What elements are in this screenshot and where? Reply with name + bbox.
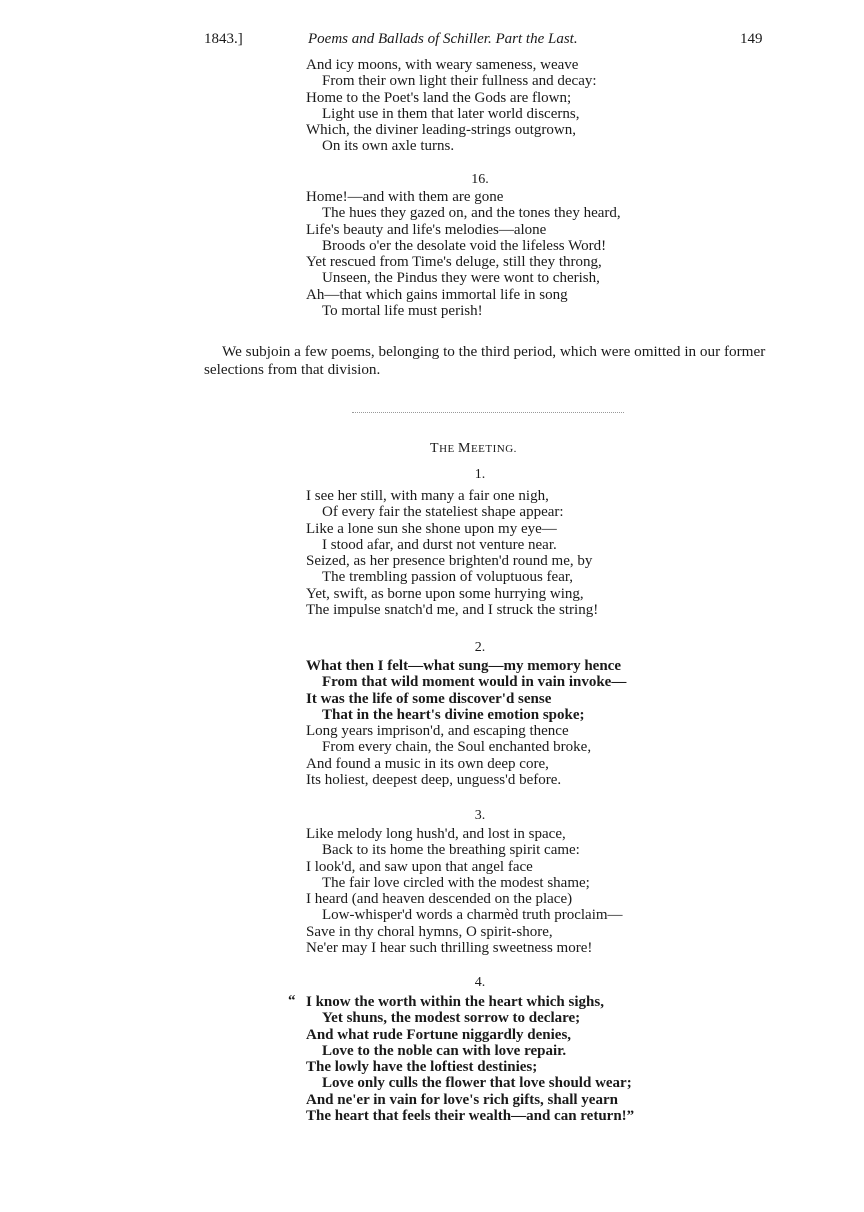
stanza-2 <box>306 658 726 788</box>
running-header <box>0 31 864 53</box>
stanza-1 <box>306 488 726 618</box>
verse-line: On its own axle turns. <box>322 138 455 155</box>
verse-line: The heart that feels their wealth—and can return!” <box>306 1108 635 1125</box>
verse-line: I see her still, with many a fair one nigh, <box>306 488 549 504</box>
stanza-number: 16. <box>471 172 489 187</box>
verse-line: Long years imprison'd, and escaping thence <box>306 723 569 740</box>
verse-line: I know the worth within the heart which sighs, <box>306 994 604 1010</box>
verse-line: Unseen, the Pindus they were wont to cherish, <box>322 270 600 287</box>
verse-line: Its holiest, deepest deep, unguess'd before. <box>306 772 562 789</box>
verse-line: The trembling passion of voluptuous fear, <box>322 569 574 586</box>
verse-line: What then I felt—what sung—my memory hence <box>306 658 621 674</box>
stanza-number: 4. <box>474 975 486 990</box>
stanza-number: 3. <box>474 808 486 823</box>
stanza-15-continuation <box>306 57 726 155</box>
verse-line: And icy moons, with weary sameness, weave <box>306 57 579 73</box>
verse-line: Broods o'er the desolate void the lifeless Word! <box>322 237 607 254</box>
verse-line: Yet rescued from Time's deluge, still they throng, <box>306 254 602 271</box>
verse-line: The fair love circled with the modest shame; <box>322 874 590 891</box>
verse-line: Save in thy choral hymns, O spirit-shore, <box>306 923 553 940</box>
verse-line: I heard (and heaven descended on the place) <box>306 891 573 908</box>
verse-line: It was the life of some discover'd sense <box>306 690 552 707</box>
verse-line: Yet, swift, as borne upon some hurrying wing, <box>306 585 584 602</box>
stanza-4 <box>306 994 726 1124</box>
opening-quote: “ <box>288 993 296 1009</box>
stanza-number: 2. <box>474 640 486 655</box>
verse-line: And what rude Fortune niggardly denies, <box>306 1026 572 1043</box>
section-divider <box>352 412 624 413</box>
verse-line: Like melody long hush'd, and lost in space, <box>306 826 566 842</box>
prose-text: We subjoin a few poems, belonging to the third period, which were omitted in our former selections from that division. <box>204 343 766 378</box>
verse-line: Which, the diviner leading-strings outgrown, <box>306 122 576 139</box>
verse-line: Home to the Poet's land the Gods are flown; <box>306 89 572 106</box>
verse-line: Yet shuns, the modest sorrow to declare; <box>322 1010 581 1027</box>
verse-line: To mortal life must perish! <box>322 303 483 320</box>
verse-line: Of every fair the stateliest shape appear: <box>322 504 564 521</box>
verse-line: Life's beauty and life's melodies—alone <box>306 221 547 238</box>
prose-paragraph <box>204 343 779 379</box>
header-title: Poems and Ballads of Schiller. Part the Last. <box>308 31 578 47</box>
verse-line: The impulse snatch'd me, and I struck the string! <box>306 602 599 619</box>
verse-line: The lowly have the loftiest destinies; <box>306 1059 538 1076</box>
verse-line: Like a lone sun she shone upon my eye— <box>306 520 557 537</box>
verse-line: That in the heart's divine emotion spoke; <box>322 706 585 723</box>
verse-line: And ne'er in vain for love's rich gifts, shall yearn <box>306 1091 618 1108</box>
verse-line: I stood afar, and durst not venture near. <box>322 536 557 553</box>
poem-title: THE MEETING. <box>430 441 517 456</box>
verse-line: Home!—and with them are gone <box>306 189 504 205</box>
verse-line: I look'd, and saw upon that angel face <box>306 858 533 875</box>
verse-line: Light use in them that later world discerns, <box>322 105 580 122</box>
header-year: 1843.] <box>204 31 243 47</box>
verse-line: Seized, as her presence brighten'd round me, by <box>306 553 593 570</box>
verse-line: From every chain, the Soul enchanted broke, <box>322 739 592 756</box>
verse-line: From that wild moment would in vain invoke— <box>322 674 627 691</box>
verse-line: Love to the noble can with love repair. <box>322 1042 567 1059</box>
verse-line: From their own light their fullness and decay: <box>322 73 597 90</box>
page-number: 149 <box>740 31 763 47</box>
verse-line: Ne'er may I hear such thrilling sweetness more! <box>306 940 593 957</box>
verse-line: The hues they gazed on, and the tones they heard, <box>322 205 621 222</box>
verse-line: Love only culls the flower that love should wear; <box>322 1075 632 1092</box>
verse-line: And found a music in its own deep core, <box>306 755 549 772</box>
verse-line: Low-whisper'd words a charmèd truth proclaim— <box>322 907 623 924</box>
stanza-16 <box>306 189 726 319</box>
stanza-3 <box>306 826 726 956</box>
stanza-number: 1. <box>474 467 486 482</box>
verse-line: Back to its home the breathing spirit came: <box>322 842 580 859</box>
verse-line: Ah—that which gains immortal life in song <box>306 286 568 303</box>
